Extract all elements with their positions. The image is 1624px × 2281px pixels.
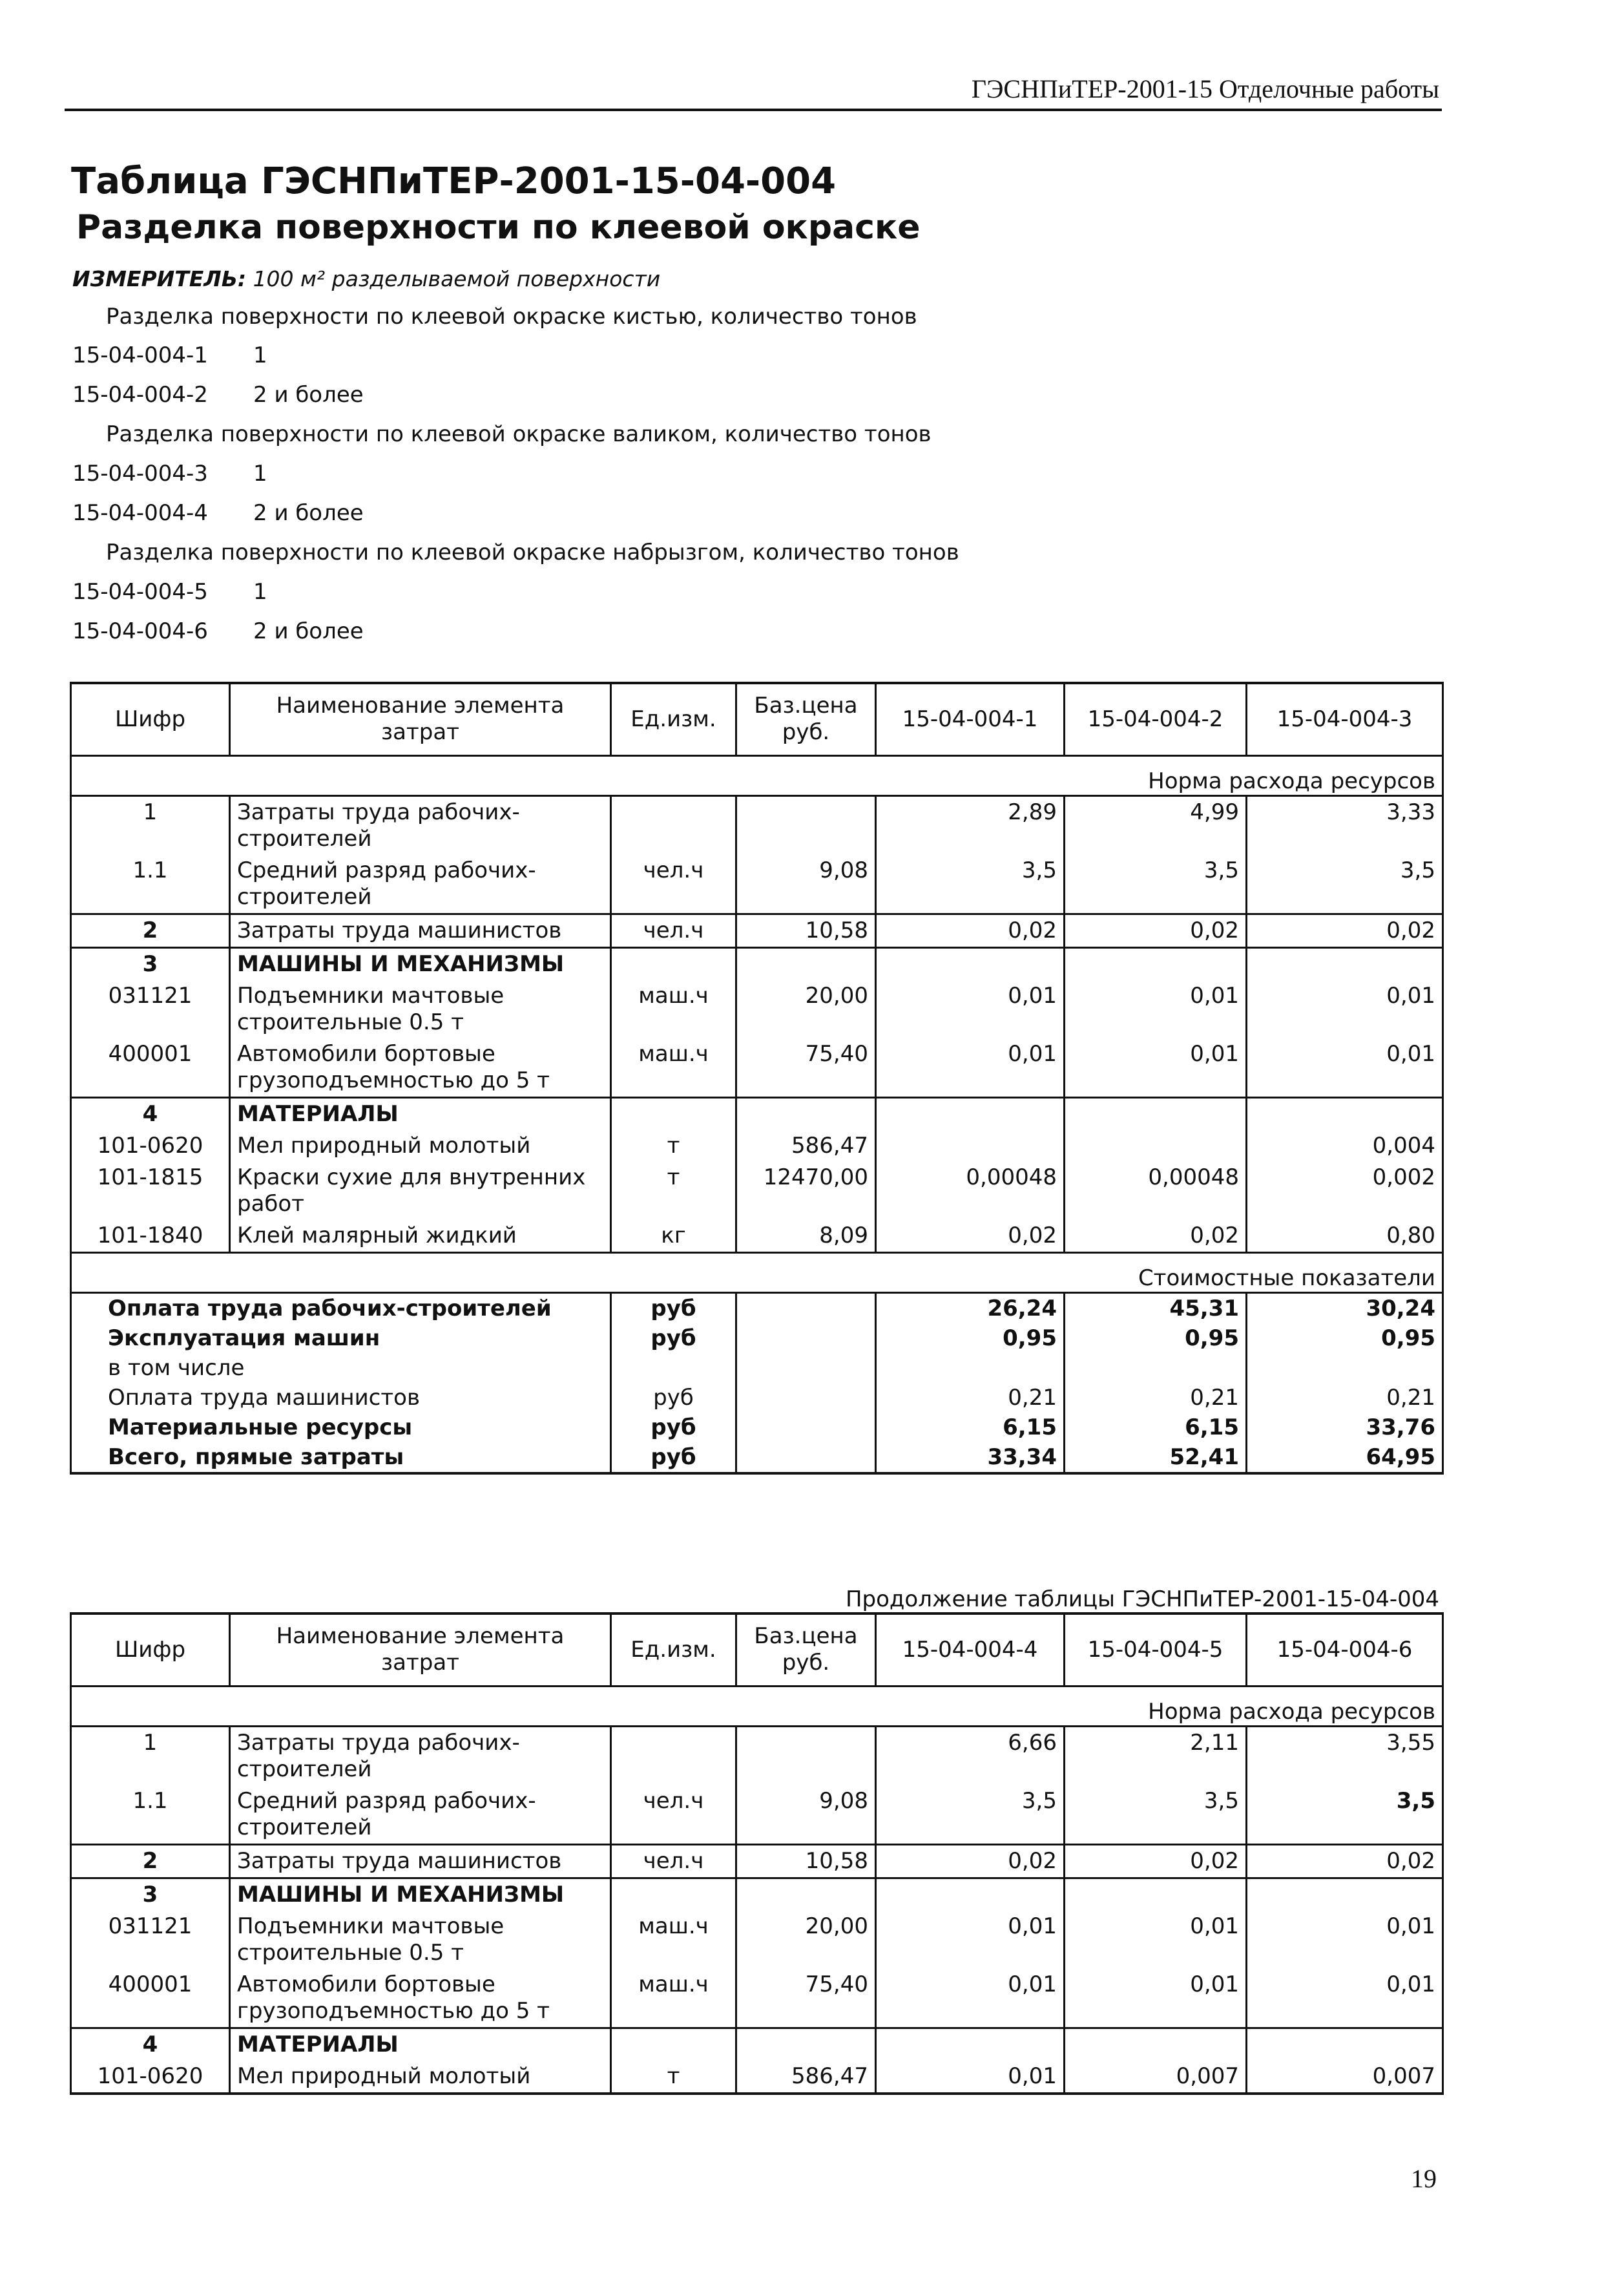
cell-name: Клей малярный жидкий [230, 1220, 611, 1253]
spec-value: 2 и более [253, 382, 364, 408]
cell-value: 0,01 [1065, 980, 1247, 1038]
cell-code: 031121 [71, 980, 230, 1038]
cell-price: 75,40 [736, 1969, 876, 2028]
cost-band: Стоимостные показатели [71, 1252, 1443, 1292]
cost-row [71, 1442, 1443, 1473]
table-row [71, 1911, 1443, 1969]
section-row [71, 947, 1443, 980]
cell-price: 20,00 [736, 980, 876, 1038]
cell-code: 3 [71, 1878, 230, 1911]
spec-group-title: Разделка поверхности по клеевой окраске кистью, количество тонов [106, 304, 917, 330]
cell-value: 0,80 [1247, 1220, 1443, 1253]
cell-value: 0,01 [1247, 1969, 1443, 2028]
table-row [71, 1844, 1443, 1878]
cell-price: 75,40 [736, 1038, 876, 1098]
col-header-unit: Ед.изм. [611, 683, 736, 755]
cell-code: 1.1 [71, 1785, 230, 1845]
cost-row [71, 1383, 1443, 1413]
cell-unit: маш.ч [611, 1969, 736, 2028]
cell-value: 0,01 [1247, 1911, 1443, 1969]
cost-label: в том числе [71, 1353, 611, 1383]
table-row [71, 1726, 1443, 1785]
section-row [71, 2028, 1443, 2061]
cost-unit [611, 1353, 736, 1383]
cell-value: 3,33 [1247, 795, 1443, 855]
cell-code: 101-1815 [71, 1162, 230, 1220]
cell-value: 3,55 [1247, 1726, 1443, 1785]
col-header-code: Шифр [71, 1614, 230, 1686]
cell-code: 101-0620 [71, 2061, 230, 2094]
norm-band-row [71, 755, 1443, 795]
cell-code: 400001 [71, 1038, 230, 1098]
cost-unit: руб [611, 1413, 736, 1442]
cell-code: 1.1 [71, 855, 230, 914]
col-header-norm: 15-04-004-6 [1247, 1614, 1443, 1686]
cell-code: 1 [71, 1726, 230, 1785]
cell-name: Автомобили бортовые грузоподъемностью до 5 т [230, 1038, 611, 1098]
cell-unit: маш.ч [611, 980, 736, 1038]
cost-value: 0,21 [876, 1383, 1065, 1413]
cost-value [1065, 1353, 1247, 1383]
cell-name: Мел природный молотый [230, 1130, 611, 1162]
cell-price [736, 795, 876, 855]
table-row [71, 980, 1443, 1038]
spec-item [72, 342, 1300, 376]
cell-value: 2,89 [876, 795, 1065, 855]
cell-unit [611, 795, 736, 855]
cost-label: Всего, прямые затраты [71, 1442, 611, 1473]
col-header-norm: 15-04-004-5 [1065, 1614, 1247, 1686]
cost-row [71, 1353, 1443, 1383]
spec-value: 2 и более [253, 618, 364, 644]
section-row [71, 1878, 1443, 1911]
cell-price: 586,47 [736, 2061, 876, 2094]
cell-unit: т [611, 2061, 736, 2094]
cost-value: 6,15 [1065, 1413, 1247, 1442]
cell-unit: чел.ч [611, 914, 736, 947]
norm-band-row [71, 1686, 1443, 1726]
page-number: 19 [1411, 2164, 1437, 2193]
cell-price [736, 1726, 876, 1785]
col-header-unit: Ед.изм. [611, 1614, 736, 1686]
table-row [71, 1969, 1443, 2028]
cell-price: 586,47 [736, 1130, 876, 1162]
cell-unit: чел.ч [611, 1785, 736, 1845]
cell-value: 6,66 [876, 1726, 1065, 1785]
spec-item [72, 579, 1300, 613]
cost-row [71, 1413, 1443, 1442]
cost-label: Оплата труда рабочих-строителей [71, 1292, 611, 1323]
cell-value [1065, 1130, 1247, 1162]
col-header-norm: 15-04-004-3 [1247, 683, 1443, 755]
cell-value: 0,02 [1065, 914, 1247, 947]
cell-unit: маш.ч [611, 1911, 736, 1969]
cell-value: 0,004 [1247, 1130, 1443, 1162]
resource-table-1 [70, 682, 1444, 1475]
cell-value: 0,007 [1247, 2061, 1443, 2094]
cost-value: 33,76 [1247, 1413, 1443, 1442]
continuation-note: Продолжение таблицы ГЭСНПиТЕР-2001-15-04-004 [845, 1586, 1439, 1612]
cell-code: 101-0620 [71, 1130, 230, 1162]
cell-value: 0,02 [1065, 1844, 1247, 1878]
cell-value: 0,01 [876, 1038, 1065, 1098]
cell-price: 9,08 [736, 855, 876, 914]
table-row [71, 1785, 1443, 1845]
cell-price: 20,00 [736, 1911, 876, 1969]
cell-name: Затраты труда машинистов [230, 914, 611, 947]
cell-value: 3,5 [1247, 855, 1443, 914]
cell-name: Затраты труда рабочих-строителей [230, 795, 611, 855]
cell-price: 12470,00 [736, 1162, 876, 1220]
col-header-norm: 15-04-004-1 [876, 683, 1065, 755]
running-head-text: ГЭСНПиТЕР-2001-15 Отделочные работы [971, 74, 1439, 103]
cell-value: 0,01 [876, 980, 1065, 1038]
cell-code: 2 [71, 1844, 230, 1878]
cell-value: 0,02 [1247, 914, 1443, 947]
cell-unit: т [611, 1130, 736, 1162]
spec-code: 15-04-004-1 [72, 342, 208, 368]
cell-value: 2,11 [1065, 1726, 1247, 1785]
cost-value: 0,95 [876, 1323, 1065, 1353]
table-row [71, 855, 1443, 914]
spec-group-title: Разделка поверхности по клеевой окраске набрызгом, количество тонов [106, 540, 959, 565]
cost-value: 0,21 [1247, 1383, 1443, 1413]
table-row [71, 1162, 1443, 1220]
col-header-name: Наименование элемента затрат [230, 1614, 611, 1686]
meter-label: ИЗМЕРИТЕЛЬ: [72, 266, 247, 291]
cell-unit: чел.ч [611, 855, 736, 914]
cost-value [1247, 1353, 1443, 1383]
cell-value: 4,99 [1065, 795, 1247, 855]
table-row [71, 1038, 1443, 1098]
section-title: МАШИНЫ И МЕХАНИЗМЫ [230, 1878, 611, 1911]
cost-unit: руб [611, 1442, 736, 1473]
section-title: МАШИНЫ И МЕХАНИЗМЫ [230, 947, 611, 980]
spec-value: 2 и более [253, 500, 364, 526]
meter-line [72, 266, 660, 291]
cell-code: 2 [71, 914, 230, 947]
table-row [71, 2061, 1443, 2094]
spec-code: 15-04-004-5 [72, 579, 208, 605]
spec-value: 1 [253, 342, 267, 368]
cell-code: 031121 [71, 1911, 230, 1969]
cost-label: Эксплуатация машин [71, 1323, 611, 1353]
cell-value: 0,007 [1065, 2061, 1247, 2094]
cell-name: Краски сухие для внутренних работ [230, 1162, 611, 1220]
table-row [71, 1130, 1443, 1162]
cost-unit: руб [611, 1292, 736, 1323]
cell-code: 4 [71, 1097, 230, 1130]
cell-value: 0,02 [876, 914, 1065, 947]
cell-name: Автомобили бортовые грузоподъемностью до 5 т [230, 1969, 611, 2028]
cell-unit: т [611, 1162, 736, 1220]
spec-code: 15-04-004-6 [72, 618, 208, 644]
cell-value: 3,5 [876, 1785, 1065, 1845]
cost-value: 33,34 [876, 1442, 1065, 1473]
col-header-name: Наименование элемента затрат [230, 683, 611, 755]
meter-value: 100 м² разделываемой поверхности [253, 266, 661, 291]
col-header-price: Баз.цена руб. [736, 1614, 876, 1686]
cell-name: Средний разряд рабочих-строителей [230, 1785, 611, 1845]
cost-row [71, 1323, 1443, 1353]
cell-value: 0,02 [1065, 1220, 1247, 1253]
cost-value: 0,95 [1065, 1323, 1247, 1353]
cell-unit: маш.ч [611, 1038, 736, 1098]
cost-value [876, 1353, 1065, 1383]
norm-band: Норма расхода ресурсов [71, 755, 1443, 795]
running-head [65, 70, 1442, 111]
cell-code: 4 [71, 2028, 230, 2061]
section-title: МАТЕРИАЛЫ [230, 2028, 611, 2061]
resource-table-2 [70, 1612, 1444, 2095]
table-row [71, 795, 1443, 855]
cell-unit: чел.ч [611, 1844, 736, 1878]
cell-value: 0,00048 [876, 1162, 1065, 1220]
spec-item [72, 461, 1300, 494]
cell-code: 1 [71, 795, 230, 855]
cell-value: 0,02 [876, 1844, 1065, 1878]
cost-label: Оплата труда машинистов [71, 1383, 611, 1413]
spec-group-title: Разделка поверхности по клеевой окраске валиком, количество тонов [106, 421, 932, 447]
section-title: МАТЕРИАЛЫ [230, 1097, 611, 1130]
spec-code: 15-04-004-3 [72, 461, 208, 487]
cell-value [876, 1130, 1065, 1162]
table-header-row [71, 1614, 1443, 1686]
cell-code: 400001 [71, 1969, 230, 2028]
section-row [71, 1097, 1443, 1130]
col-header-code: Шифр [71, 683, 230, 755]
cell-price: 8,09 [736, 1220, 876, 1253]
cell-name: Затраты труда машинистов [230, 1844, 611, 1878]
cell-name: Средний разряд рабочих-строителей [230, 855, 611, 914]
table-subtitle: Разделка поверхности по клеевой окраске [76, 208, 921, 247]
cost-value: 52,41 [1065, 1442, 1247, 1473]
cell-code: 101-1840 [71, 1220, 230, 1253]
norm-band: Норма расхода ресурсов [71, 1686, 1443, 1726]
cost-unit: руб [611, 1323, 736, 1353]
cost-value: 26,24 [876, 1292, 1065, 1323]
table-header-row [71, 683, 1443, 755]
cell-value: 0,00048 [1065, 1162, 1247, 1220]
table-row [71, 914, 1443, 947]
cell-price: 10,58 [736, 914, 876, 947]
cell-value: 3,5 [1065, 1785, 1247, 1845]
cell-code: 3 [71, 947, 230, 980]
spec-item [72, 500, 1300, 534]
cost-label: Материальные ресурсы [71, 1413, 611, 1442]
table-row [71, 1220, 1443, 1253]
spec-code: 15-04-004-4 [72, 500, 208, 526]
cell-name: Подъемники мачтовые строительные 0.5 т [230, 980, 611, 1038]
cost-band-row [71, 1252, 1443, 1292]
cell-value: 0,01 [876, 1911, 1065, 1969]
cell-value: 0,02 [876, 1220, 1065, 1253]
cell-name: Подъемники мачтовые строительные 0.5 т [230, 1911, 611, 1969]
cell-unit [611, 1726, 736, 1785]
cell-name: Затраты труда рабочих-строителей [230, 1726, 611, 1785]
spec-value: 1 [253, 461, 267, 487]
cost-unit: руб [611, 1383, 736, 1413]
cell-value: 0,02 [1247, 1844, 1443, 1878]
cell-value: 0,002 [1247, 1162, 1443, 1220]
cost-row [71, 1292, 1443, 1323]
cost-value: 45,31 [1065, 1292, 1247, 1323]
cell-value: 0,01 [1065, 1911, 1247, 1969]
cell-value: 0,01 [1065, 1969, 1247, 2028]
spec-item [72, 382, 1300, 415]
table-title: Таблица ГЭСНПиТЕР-2001-15-04-004 [71, 160, 837, 202]
cell-value: 0,01 [1065, 1038, 1247, 1098]
cost-value: 30,24 [1247, 1292, 1443, 1323]
cell-value: 3,5 [876, 855, 1065, 914]
cost-value: 0,95 [1247, 1323, 1443, 1353]
cell-value: 0,01 [876, 2061, 1065, 2094]
cell-value: 0,01 [1247, 1038, 1443, 1098]
cost-value: 64,95 [1247, 1442, 1443, 1473]
col-header-price: Баз.цена руб. [736, 683, 876, 755]
spec-code: 15-04-004-2 [72, 382, 208, 408]
cell-value: 3,5 [1065, 855, 1247, 914]
cost-value: 6,15 [876, 1413, 1065, 1442]
cell-price: 9,08 [736, 1785, 876, 1845]
cell-value: 0,01 [1247, 980, 1443, 1038]
col-header-norm: 15-04-004-2 [1065, 683, 1247, 755]
cell-value: 0,01 [876, 1969, 1065, 2028]
cell-value: 3,5 [1247, 1785, 1443, 1845]
cost-value: 0,21 [1065, 1383, 1247, 1413]
spec-value: 1 [253, 579, 267, 605]
spec-item [72, 618, 1300, 652]
cell-name: Мел природный молотый [230, 2061, 611, 2094]
col-header-norm: 15-04-004-4 [876, 1614, 1065, 1686]
cell-unit: кг [611, 1220, 736, 1253]
cell-price: 10,58 [736, 1844, 876, 1878]
